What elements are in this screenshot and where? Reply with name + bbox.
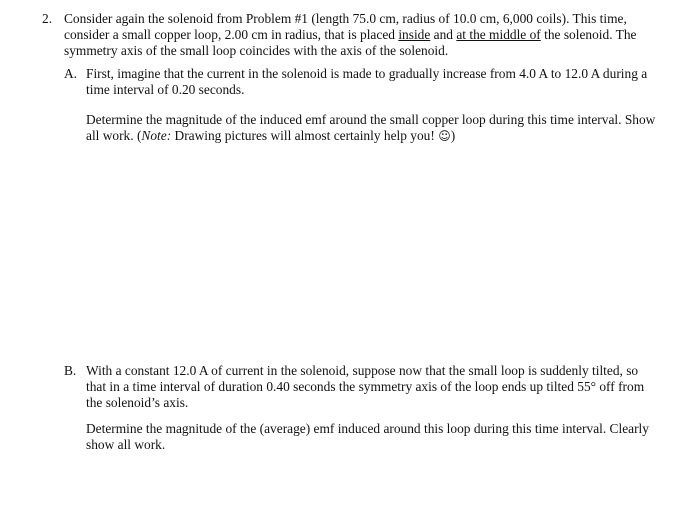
intro-and: and [430, 27, 457, 42]
note-label: Note: [141, 128, 172, 143]
note-text: Drawing pictures will almost certainly help you! [171, 128, 439, 143]
part-a-label: A. [64, 66, 78, 81]
part-a-text: First, imagine that the current in the solenoid is made to gradually increase from 4.0 A to 12.0 A during a time interval of 0.20 seconds. [86, 66, 648, 97]
intro-inside-underlined: inside [398, 27, 431, 42]
part-a-question [86, 112, 656, 144]
part-b-text: With a constant 12.0 A of current in the solenoid, suppose now that the small loop is suddenly tilted, so that in a time interval of duration 0.40 seconds the symmetry axis of the loop ends up tilted 55° off from the solenoid’s axis. [86, 363, 645, 410]
intro-text-1: Consider again the solenoid from Problem #1 (length 75.0 cm, radius of 10.0 cm, 6,000 coils). This time, consider a small copper loop, 2.00 cm in radius, that is placed [64, 11, 627, 42]
problem-number: 2. [42, 11, 53, 26]
intro-text-2: the solenoid. The symmetry axis of the small loop coincides with the axis of the solenoid. [64, 27, 637, 58]
intro-middle-underlined: at the middle of [456, 27, 541, 42]
part-b-question: Determine the magnitude of the (average) emf induced around this loop during this time interval. Clearly show all work. [86, 421, 649, 452]
problem-intro [64, 11, 664, 59]
part-b-label: B. [64, 363, 77, 378]
note-close-paren: ) [450, 128, 456, 143]
part-a-question-main: Determine the magnitude of the induced emf around the small copper loop during this time interval. Show all work. ( [86, 112, 656, 143]
smiley-icon: ☺ [438, 129, 451, 143]
